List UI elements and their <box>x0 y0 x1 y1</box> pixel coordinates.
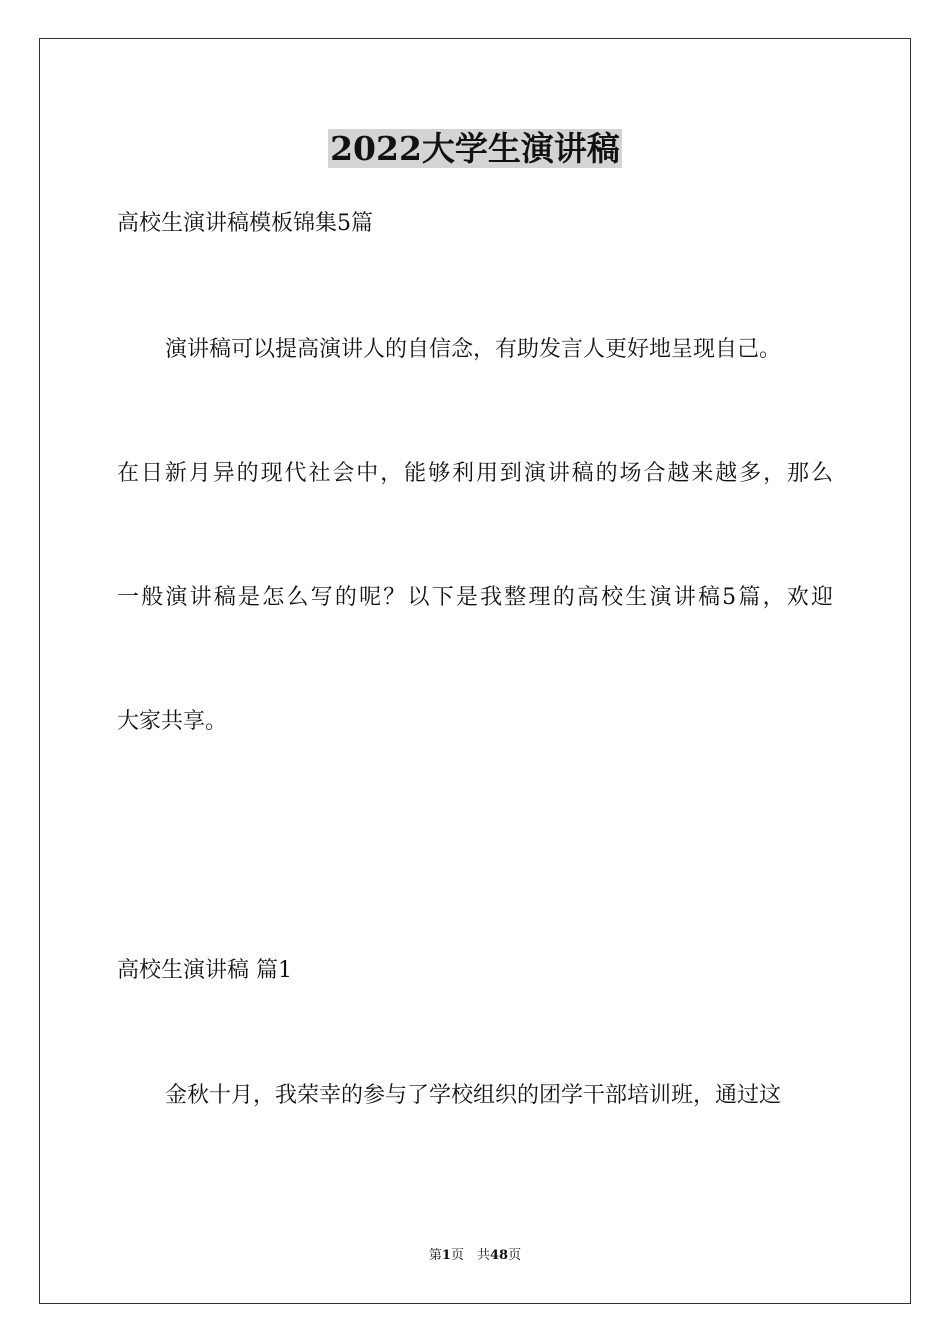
title-text: 2022大学生演讲稿 <box>330 129 620 168</box>
section-first-line: 金秋十月，我荣幸的参与了学校组织的团学干部培训班，通过这 <box>165 1083 782 1108</box>
footer-mid: 页 共 <box>450 1248 490 1263</box>
footer-suffix: 页 <box>508 1248 522 1263</box>
footer-current-page: 1 <box>441 1248 451 1263</box>
intro-line-3: 一般演讲稿是怎么写的呢？以下是我整理的高校生演讲稿5篇，欢迎 <box>117 585 833 610</box>
intro-line-4: 大家共享。 <box>117 709 228 734</box>
intro-line-1: 演讲稿可以提高演讲人的自信念，有助发言人更好地呈现自己。 <box>165 337 782 362</box>
document-title <box>0 127 950 171</box>
page-footer <box>0 1247 950 1265</box>
document-subtitle: 高校生演讲稿模板锦集5篇 <box>117 211 373 236</box>
intro-line-2: 在日新月异的现代社会中，能够利用到演讲稿的场合越来越多，那么 <box>117 461 833 486</box>
section-heading: 高校生演讲稿 篇1 <box>117 958 292 983</box>
footer-prefix: 第 <box>428 1248 442 1263</box>
footer-total-pages: 48 <box>489 1248 509 1263</box>
